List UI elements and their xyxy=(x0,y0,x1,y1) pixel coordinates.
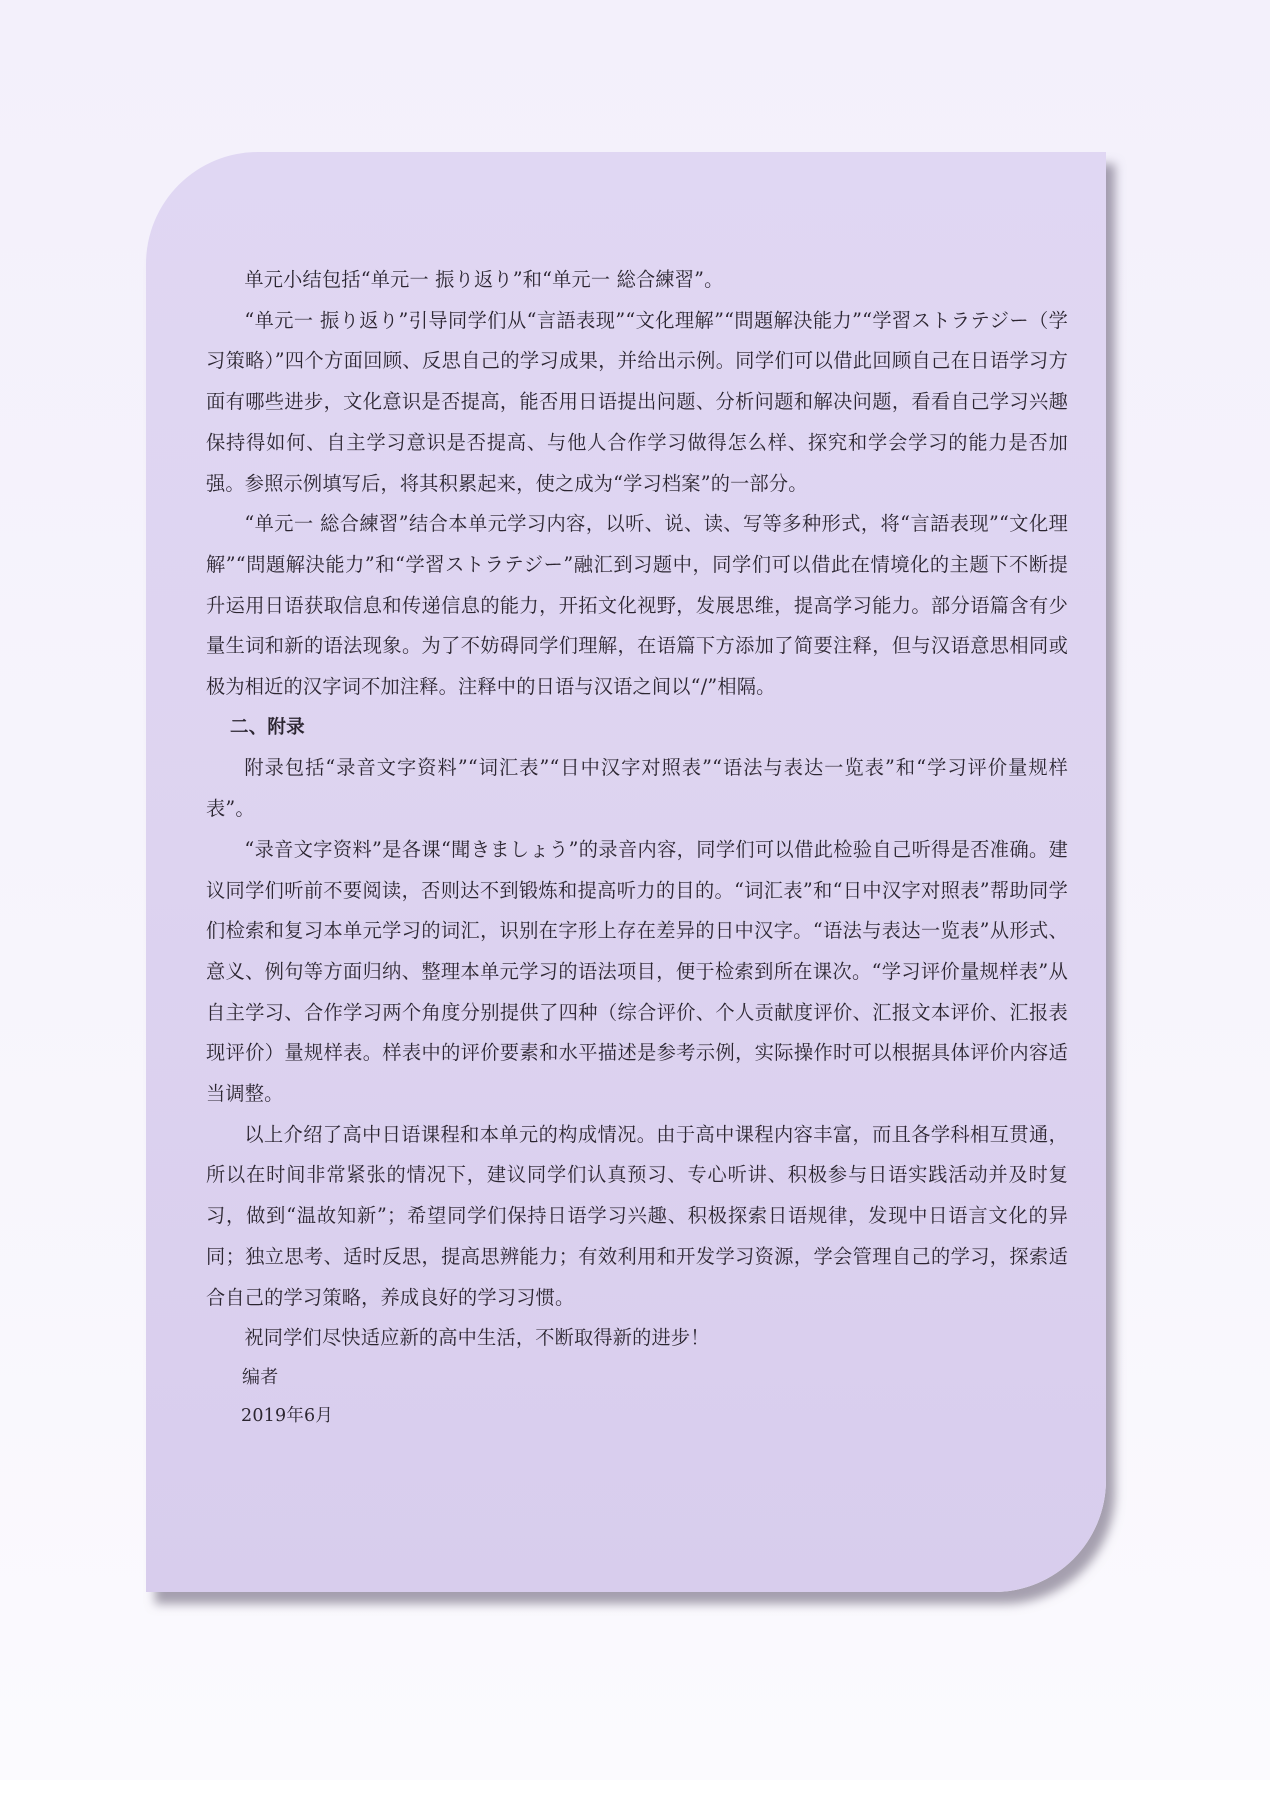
paragraph-review: “单元一 振り返り”引导同学们从“言語表现”“文化理解”“問題解決能力”“学習ストラテジー（学习策略）”四个方面回顾、反思自己的学习成果，并给出示例。同学们可以借此回顾自己在日语学习方面有哪些进步，文化意识是否提高，能否用日语提出问题、分析问题和解决问题，看看自己学习兴趣保持得如何、自主学习意识是否提高、与他人合作学习做得怎么样、探究和学会学习的能力是否加强。参照示例填写后，将其积累起来，使之成为“学习档案”的一部分。 xyxy=(206,308,1068,495)
paragraph-unit-summary: 单元小结包括“单元一 振り返り”和“单元一 総合練習”。 xyxy=(244,268,724,291)
paragraph-appendix: 附录包括“录音文字资料”“词汇表”“日中汉字对照表”“语法与表达一览表”和“学习评价量规样表”。 xyxy=(206,756,1068,821)
paragraph-conclusion: 以上介绍了高中日语课程和本单元的构成情况。由于高中课程内容丰富，而且各学科相互贯通，所以在时间非常紧张的情况下，建议同学们认真预习、专心听讲、积极参与日语实践活动并及时复习，做到“温故知新”；希望同学们保持日语学习兴趣、积极探索日语规律，发现中日语言文化的异同；独立思考、适时反思，提高思辨能力；有效利用和开发学习资源，学会管理自己的学习，探索适合自己的学习策略，养成良好的学习习惯。 xyxy=(206,1122,1068,1309)
document-body xyxy=(206,260,1068,1435)
paragraph-wishes: 祝同学们尽快适应新的高中生活，不断取得新的进步！ xyxy=(244,1326,710,1350)
paragraph-exercises: “单元一 総合練習”结合本单元学习内容，以听、说、读、写等多种形式，将“言語表现”“文化理解”“問題解決能力”和“学習ストラテジー”融汇到习题中，同学们可以借此在情境化的主题下不断提升运用日语获取信息和传递信息的能力，开拓文化视野，发展思维，提高学习能力。部分语篇含有少量生词和新的语法现象。为了不妨碍同学们理解，在语篇下方添加了简要注释，但与汉语意思相同或极为相近的汉字词不加注释。注释中的日语与汉语之间以“/”相隔。 xyxy=(206,512,1068,699)
signature-date: 2019年6月 xyxy=(241,1405,334,1426)
paragraph-recordings: “录音文字资料”是各课“聞きましょう”的录音内容，同学们可以借此检验自己听得是否准确。建议同学们听前不要阅读，否则达不到锻炼和提高听力的目的。“词汇表”和“日中汉字对照表”帮助同学们检索和复习本单元学习的词汇，识别在字形上存在差异的日中汉字。“语法与表达一览表”从形式、意义、例句等方面归纳、整理本单元学习的语法项目，便于检索到所在课次。“学习评价量规样表”从自主学习、合作学习两个角度分别提供了四种（综合评价、个人贡献度评价、汇报文本评价、汇报表现评价）量规样表。样表中的评价要素和水平描述是参考示例，实际操作时可以根据具体评价内容适当调整。 xyxy=(206,837,1068,1106)
section-heading-appendix: 二、附录 xyxy=(230,716,305,738)
signature-author: 编者 xyxy=(242,1366,279,1388)
